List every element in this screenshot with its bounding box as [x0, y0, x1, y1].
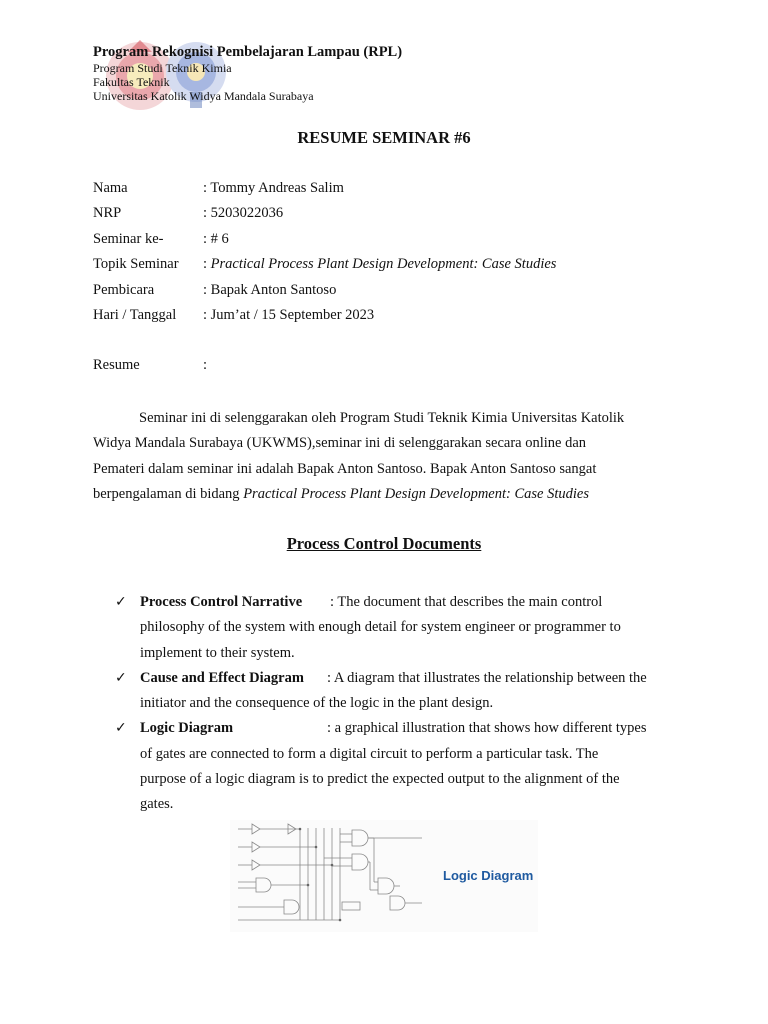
info-label: NRP: [93, 205, 122, 222]
info-label: Topik Seminar: [93, 256, 179, 273]
info-value: : Bapak Anton Santoso: [203, 281, 337, 298]
info-label: Pembicara: [93, 281, 155, 298]
info-value-prefix: :: [203, 256, 211, 273]
resume-colon: :: [203, 357, 208, 373]
header-study-program: Program Studi Teknik Kimia: [93, 61, 232, 75]
logic-diagram-figure: [230, 820, 538, 932]
figure-label: Logic Diagram: [443, 868, 534, 883]
item-term: Process Control Narrative: [140, 594, 303, 610]
checkmark-icon: ✓: [115, 720, 127, 737]
paragraph-line: Widya Mandala Surabaya (UKWMS),seminar ini di selenggarakan secara online dan: [93, 435, 587, 452]
item-line: purpose of a logic diagram is to predict the expected output to the alignment of the: [140, 771, 620, 788]
item-line: initiator and the consequence of the logic in the plant design.: [140, 695, 494, 712]
checkmark-icon: ✓: [115, 594, 127, 610]
item-line: philosophy of the system with enough detail for system engineer or programmer to: [140, 619, 621, 636]
item-first-line: [140, 666, 675, 691]
header-university: Universitas Katolik Widya Mandala Surabaya: [93, 89, 314, 103]
info-value: : Tommy Andreas Salim: [203, 180, 344, 196]
section-title: [0, 534, 768, 554]
resume-label: Resume: [93, 357, 140, 373]
item-text: : The document that describes the main control: [330, 594, 603, 610]
paragraph-line: [93, 482, 673, 507]
item-line: gates.: [140, 796, 174, 813]
logic-circuit-drawing: [230, 820, 430, 932]
info-label: Nama: [93, 180, 128, 196]
item-text: : a graphical illustration that shows how different types: [327, 720, 647, 737]
item-term: Logic Diagram: [140, 720, 234, 737]
info-label: Hari / Tanggal: [93, 306, 177, 323]
item-first-line: [140, 716, 675, 741]
paragraph-prefix: berpengalaman di bidang: [93, 485, 244, 502]
list-item: [115, 716, 675, 817]
info-value: : 5203022036: [203, 205, 284, 222]
list-item: [115, 666, 675, 717]
checkmark-icon: ✓: [115, 669, 127, 686]
header-faculty: Fakultas Teknik: [93, 75, 170, 89]
item-term: Cause and Effect Diagram: [140, 669, 304, 686]
info-value: : # 6: [203, 230, 229, 247]
info-label: Seminar ke-: [93, 230, 164, 247]
item-first-line: [140, 590, 675, 615]
item-text: : A diagram that illustrates the relationship between the: [327, 669, 647, 686]
info-value: : Jum’at / 15 September 2023: [203, 306, 375, 323]
item-line: implement to their system.: [140, 644, 295, 661]
list-item: [115, 590, 675, 666]
paragraph-line: Seminar ini di selenggarakan oleh Program Studi Teknik Kimia Universitas Katolik: [139, 410, 625, 426]
info-value: [203, 256, 556, 273]
paragraph-italic: Practical Process Plant Design Development: Case Studies: [243, 485, 589, 502]
item-line: of gates are connected to form a digital circuit to perform a particular task. The: [140, 745, 599, 762]
control-documents-list: [115, 590, 675, 818]
paragraph-line: Pemateri dalam seminar ini adalah Bapak Anton Santoso. Bapak Anton Santoso sangat: [93, 460, 597, 477]
header-program: Program Rekognisi Pembelajaran Lampau (RPL): [93, 44, 403, 60]
document-title: RESUME SEMINAR #6: [297, 128, 471, 147]
summary-paragraph: [93, 406, 673, 507]
info-value-italic: Practical Process Plant Design Development: Case Studies: [210, 256, 557, 273]
section-title-text: Process Control Documents: [286, 534, 482, 553]
